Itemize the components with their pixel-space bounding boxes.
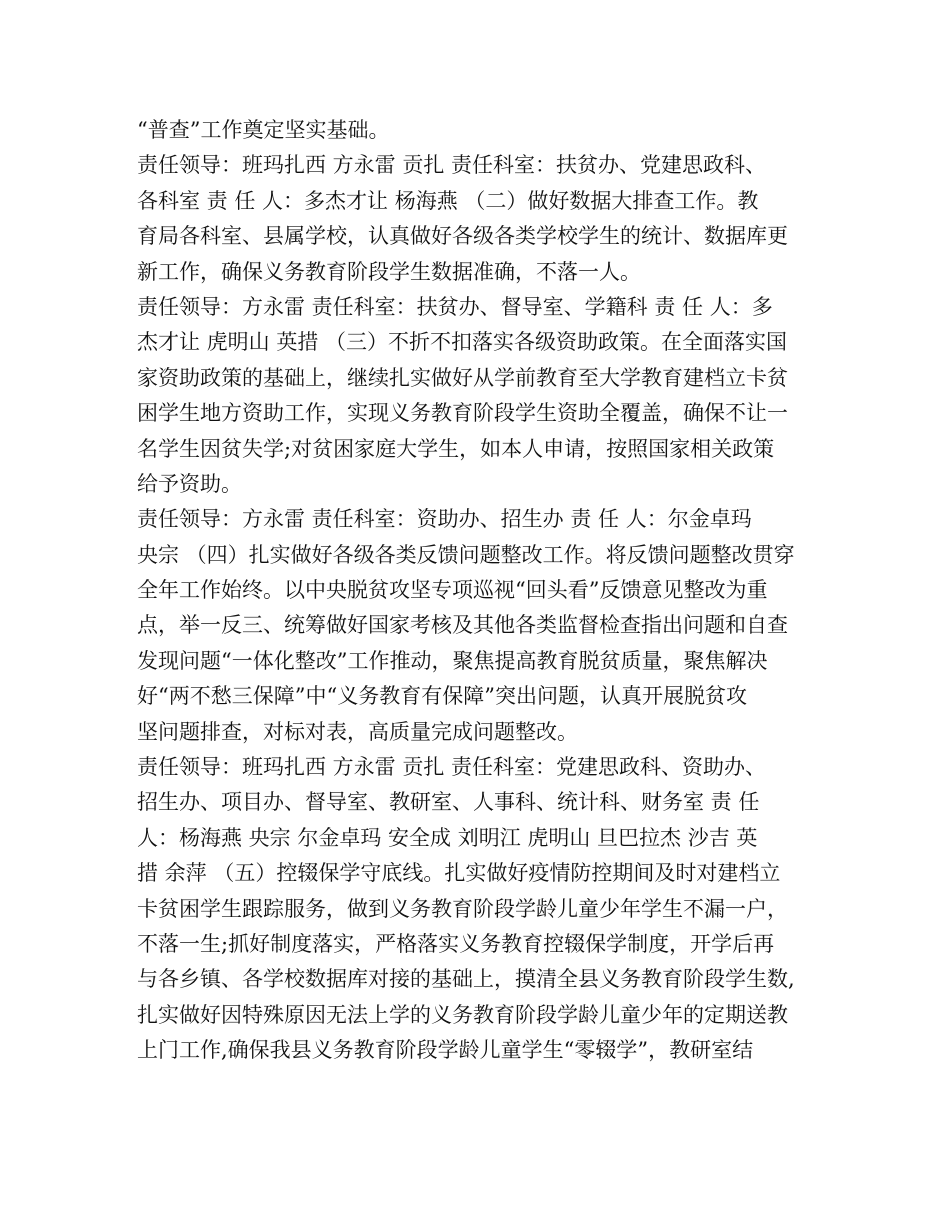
text-line: 新工作，确保义务教育阶段学生数据准确，不落一人。 bbox=[137, 259, 641, 284]
text-line: 家资助政策的基础上，继续扎实做好从学前教育至大学教育建档立卡贫 bbox=[137, 365, 788, 390]
text-line: 央宗 （四）扎实做好各级各类反馈问题整改工作。将反馈问题整改贯穿 bbox=[137, 542, 795, 567]
text-line: 困学生地方资助工作，实现义务教育阶段学生资助全覆盖，确保不让一 bbox=[137, 401, 788, 426]
text-line: “普查”工作奠定坚实基础。 bbox=[137, 118, 390, 142]
text-line: 坚问题排查，对标对表，高质量完成问题整改。 bbox=[137, 719, 578, 744]
text-line: 发现问题“一体化整改”工作推动，聚焦提高教育脱贫质量，聚焦解决 bbox=[137, 648, 768, 673]
text-line: 责任领导：班玛扎西 方永雷 贡扎 责任科室：党建思政科、资助办、 bbox=[137, 755, 767, 780]
text-line: 卡贫困学生跟踪服务，做到义务教育阶段学龄儿童少年学生不漏一户， bbox=[137, 896, 788, 921]
text-line: 上门工作,确保我县义务教育阶段学龄儿童学生“零辍学”，教研室结 bbox=[137, 1038, 754, 1063]
text-line: 好“两不愁三保障”中“义务教育有保障”突出问题，认真开展脱贫攻 bbox=[137, 684, 747, 709]
text-line: 与各乡镇、各学校数据库对接的基础上，摸清全县义务教育阶段学生数, bbox=[137, 967, 795, 992]
text-line: 责任领导：方永雷 责任科室：扶贫办、督导室、学籍科 责 任 人：多 bbox=[137, 294, 773, 319]
text-line: 育局各科室、县属学校，认真做好各级各类学校学生的统计、数据库更 bbox=[137, 224, 788, 249]
text-line: 招生办、项目办、督导室、教研室、人事科、统计科、财务室 责 任 bbox=[137, 790, 760, 815]
text-line: 杰才让 虎明山 英措 （三）不折不扣落实各级资助政策。在全面落实国 bbox=[137, 330, 788, 355]
text-line: 责任领导：方永雷 责任科室：资助办、招生办 责 任 人：尔金卓玛 bbox=[137, 507, 752, 532]
text-line: 扎实做好因特殊原因无法上学的义务教育阶段学龄儿童少年的定期送教 bbox=[137, 1002, 788, 1027]
text-line: 名学生因贫失学;对贫困家庭大学生，如本人申请，按照国家相关政策 bbox=[137, 436, 775, 461]
document-body bbox=[137, 113, 827, 1069]
text-line: 措 余萍 （五）控辍保学守底线。扎实做好疫情防控期间及时对建档立 bbox=[137, 861, 781, 886]
text-line: 全年工作始终。以中央脱贫攻坚专项巡视“回头看”反馈意见整改为重 bbox=[137, 578, 768, 603]
text-line: 各科室 责 任 人：多杰才让 杨海燕 （二）做好数据大排查工作。教 bbox=[137, 188, 759, 213]
text-line: 人：杨海燕 央宗 尔金卓玛 安全成 刘明江 虎明山 旦巴拉杰 沙吉 英 bbox=[137, 825, 758, 850]
text-line: 给予资助。 bbox=[137, 471, 242, 496]
text-line: 点，举一反三、统筹做好国家考核及其他各类监督检查指出问题和自查 bbox=[137, 613, 788, 638]
text-line: 责任领导：班玛扎西 方永雷 贡扎 责任科室：扶贫办、党建思政科、 bbox=[137, 153, 767, 178]
text-line: 不落一生;抓好制度落实，严格落实义务教育控辍保学制度，开学后再 bbox=[137, 931, 775, 956]
